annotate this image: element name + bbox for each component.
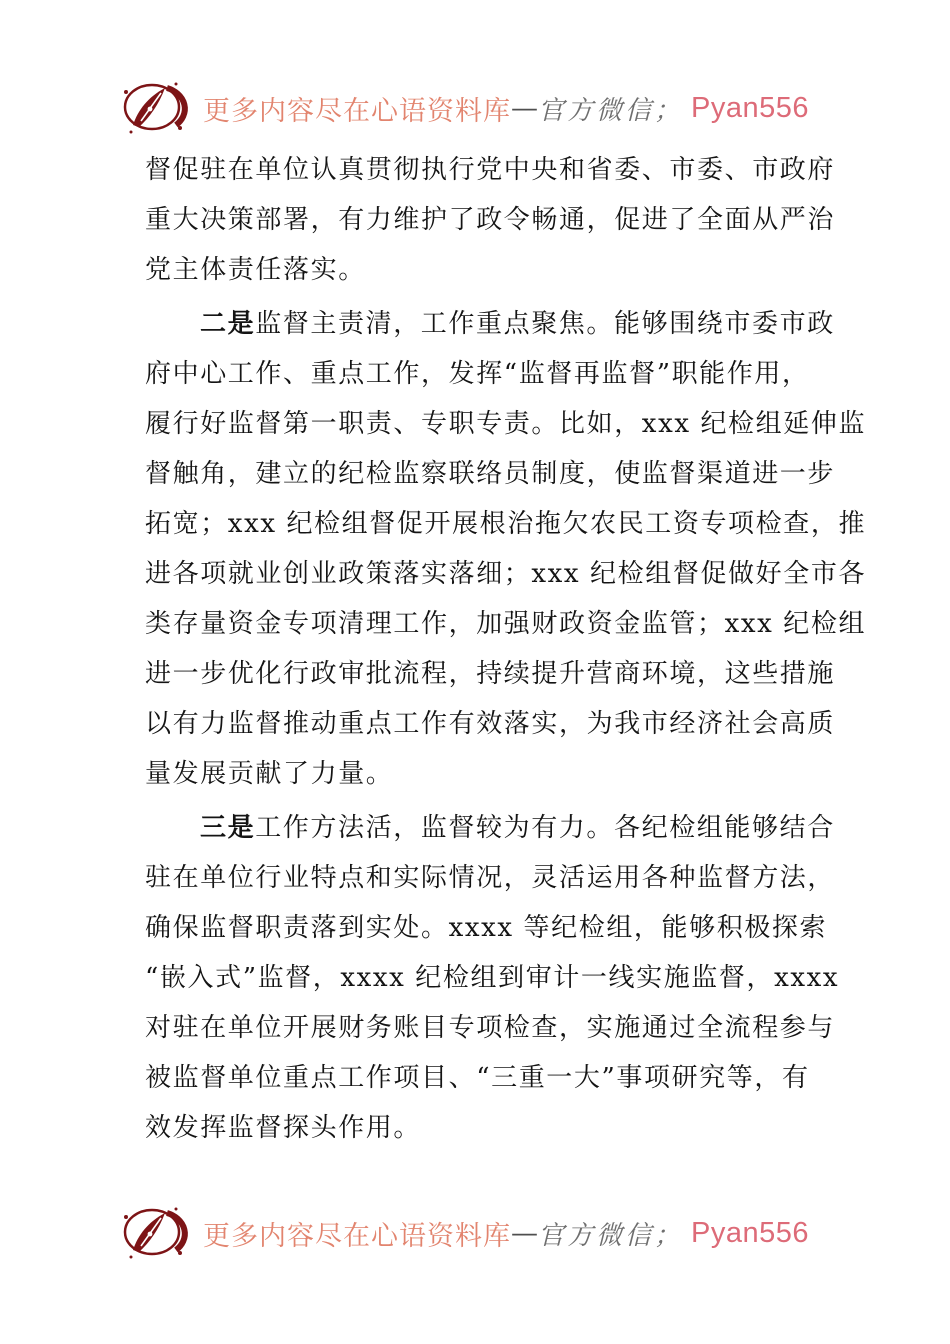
- text-line: 以有力监督推动重点工作有效落实，为我市经济社会高质: [145, 709, 836, 739]
- watermark-footer: [0, 1203, 938, 1263]
- watermark-wechat-account: Pyan556: [691, 1216, 809, 1249]
- watermark-text: 更多内容尽在心语资料库: [202, 1220, 511, 1252]
- text-line: 二是监督主责清，工作重点聚焦。能够围绕市委市政: [200, 309, 835, 339]
- paragraph-lead-bold: 二是: [200, 309, 256, 339]
- text-line: 党主体责任落实。: [145, 255, 366, 285]
- text-line: 进各项就业创业政策落实落细；xxx 纪检组督促做好全市各: [145, 559, 867, 589]
- text-line: 府中心工作、重点工作，发挥“监督再监督”职能作用，: [145, 359, 810, 389]
- watermark-dash: —: [510, 1217, 538, 1249]
- paragraph: [145, 803, 840, 1153]
- text-line: 驻在单位行业特点和实际情况，灵活运用各种监督方法，: [145, 863, 836, 893]
- text-line: 量发展贡献了力量。: [145, 759, 394, 789]
- text-line: 履行好监督第一职责、专职专责。比如，xxx 纪检组延伸监: [145, 409, 867, 439]
- text-line: 对驻在单位开展财务账目专项检查，实施通过全流程参与: [145, 1013, 836, 1043]
- text-line: 效发挥监督探头作用。: [145, 1113, 422, 1143]
- watermark-wechat-label: 官方微信；: [537, 1220, 683, 1251]
- text-line: 类存量资金专项清理工作，加强财政资金监管；xxx 纪检组: [145, 609, 867, 639]
- document-text-area: [145, 145, 867, 1153]
- text-line: 督触角，建立的纪检监察联络员制度，使监督渠道进一步: [145, 459, 836, 489]
- watermark-text: 更多内容尽在心语资料库: [202, 95, 511, 127]
- paragraph: [145, 299, 867, 799]
- text-line: 重大决策部署，有力维护了政令畅通，促进了全面从严治: [145, 205, 836, 235]
- text-line: 拓宽；xxx 纪检组督促开展根治拖欠农民工资专项检查，推: [145, 509, 867, 539]
- watermark-dash: —: [510, 92, 538, 124]
- pen-logo-icon: [117, 79, 191, 137]
- text-line: 进一步优化行政审批流程，持续提升营商环境，这些措施: [145, 659, 836, 689]
- paragraph-lead-bold: 三是: [200, 813, 256, 843]
- text-line: 被监督单位重点工作项目、“三重一大”事项研究等，有: [145, 1063, 810, 1093]
- paragraph: [145, 145, 837, 295]
- text-line: 确保监督职责落到实处。xxxx 等纪检组，能够积极探索: [145, 913, 828, 943]
- text-line: 督促驻在单位认真贯彻执行党中央和省委、市委、市政府: [145, 155, 836, 185]
- text-line: 三是工作方法活，监督较为有力。各纪检组能够结合: [200, 813, 835, 843]
- watermark-wechat-label: 官方微信；: [537, 95, 683, 126]
- text-line: “嵌入式”监督，xxxx 纪检组到审计一线实施监督，xxxx: [145, 963, 840, 993]
- watermark-wechat-account: Pyan556: [691, 91, 809, 124]
- pen-logo-icon: [117, 1204, 191, 1262]
- watermark-header: [0, 78, 938, 138]
